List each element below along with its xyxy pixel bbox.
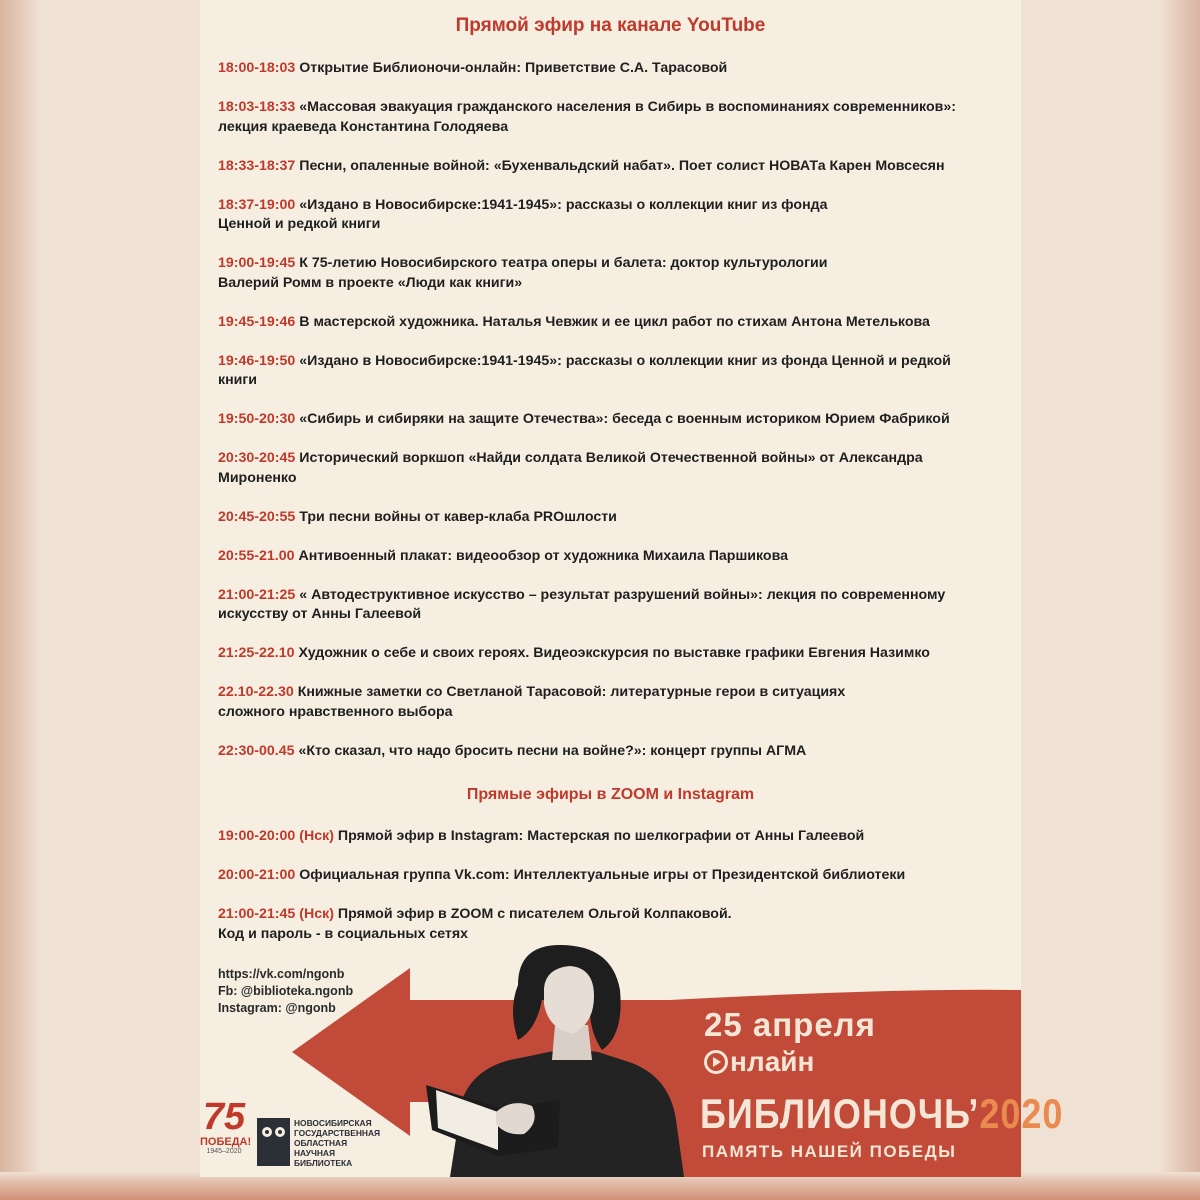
schedule-title: К 75-летию Новосибирского театра оперы и балета: доктор культурологии bbox=[299, 255, 828, 271]
library-name-line: ОБЛАСТНАЯ bbox=[294, 1138, 348, 1148]
schedule-time: 18:33-18:37 bbox=[218, 157, 296, 174]
zoom-section-title: Прямые эфиры в ZOOM и Instagram bbox=[466, 786, 755, 803]
schedule-title: Три песни войны от кавер-клаба PROшлости bbox=[299, 508, 617, 525]
schedule-time: 19:46-19:50 bbox=[218, 352, 296, 369]
schedule-title: «Издано в Новосибирске:1941-1945»: рассказы о коллекции книг из фонда bbox=[299, 196, 828, 213]
schedule-title: Книжные заметки со Светланой Тарасовой: литературные герои в ситуациях bbox=[297, 684, 846, 700]
schedule-title: « Автодеструктивное искусство – результат разрушений войны»: лекция по современному bbox=[299, 586, 946, 603]
schedule-time: 18:37-19:00 bbox=[218, 196, 296, 213]
schedule-time: 22.10-22.30 bbox=[218, 684, 294, 700]
youtube-play-icon bbox=[704, 1050, 728, 1074]
event-slogan: ПАМЯТЬ НАШЕЙ ПОБЕДЫ bbox=[702, 1142, 957, 1161]
vk-link[interactable]: https://vk.com/ngonb bbox=[218, 967, 345, 981]
schedule-time: 21:00-21:25 bbox=[218, 586, 296, 603]
schedule-time: 22:30-00.45 bbox=[218, 742, 295, 759]
schedule-title: «Сибирь и сибиряки на защите Отечества»: беседа с военным историком Юрием Фабрикой bbox=[299, 411, 950, 427]
page-frame-left bbox=[0, 0, 40, 1200]
victory-years: 1945–2020 bbox=[206, 1148, 242, 1155]
victory-75-logo bbox=[200, 1096, 252, 1155]
brand-year: 2020 bbox=[979, 1090, 1064, 1138]
schedule-title: Художник о себе и своих героях. Видеоэкскурсия по выставке графики Евгения Назимко bbox=[298, 645, 930, 661]
schedule-title-cont: сложного нравственного выбора bbox=[218, 703, 453, 720]
schedule-title-cont: искусству от Анны Галеевой bbox=[218, 606, 422, 622]
schedule-title: Антивоенный плакат: видеообзор от художника Михаила Паршикова bbox=[298, 547, 789, 564]
schedule-time: 21:25-22.10 bbox=[218, 645, 295, 661]
schedule-time: 18:03-18:33 bbox=[218, 99, 296, 115]
schedule-title-cont: лекция краеведа Константина Голодяева bbox=[218, 118, 509, 135]
library-name bbox=[294, 1118, 380, 1168]
schedule-title: В мастерской художника. Наталья Чевжик и ее цикл работ по стихам Антона Метелькова bbox=[299, 313, 930, 330]
schedule-time: 19:50-20:30 bbox=[218, 411, 296, 427]
youtube-section-title: Прямой эфир на канале YouTube bbox=[455, 15, 766, 36]
schedule-title: «Издано в Новосибирске:1941-1945»: рассказы о коллекции книг из фонда Ценной и редкой bbox=[299, 352, 951, 369]
banner-artwork bbox=[200, 0, 1021, 1177]
event-brand bbox=[700, 1090, 1063, 1138]
schedule-title: Прямой эфир в Instagram: Мастерская по шелкографии от Анны Галеевой bbox=[337, 828, 865, 844]
library-name-line: НАУЧНАЯ bbox=[294, 1148, 335, 1158]
schedule-title: Исторический воркшоп «Найди солдата Великой Отечественной войны» от Александра bbox=[299, 450, 923, 466]
library-name-line: ГОСУДАРСТВЕННАЯ bbox=[294, 1128, 381, 1138]
victory-number: 75 bbox=[202, 1096, 246, 1138]
schedule-title-cont: Валерий Ромм в проекте «Люди как книги» bbox=[218, 274, 523, 291]
schedule-title: Прямой эфир в ZOOM с писателем Ольгой Колпаковой. bbox=[337, 906, 732, 922]
schedule-time: 18:00-18:03 bbox=[218, 60, 296, 76]
schedule-title: Открытие Библионочи-онлайн: Приветствие С.А. Тарасовой bbox=[299, 60, 728, 76]
schedule-time: 20:30-20:45 bbox=[218, 450, 296, 466]
schedule-title-cont: Мироненко bbox=[218, 469, 297, 486]
schedule-title: Песни, опаленные войной: «Бухенвальдский набат». Поет солист НОВАТа Карен Мовсесян bbox=[299, 157, 945, 174]
brand-name: БИБЛИОНОЧЬ’ bbox=[700, 1090, 980, 1138]
victory-word: ПОБЕДА! bbox=[200, 1136, 252, 1148]
schedule-time: 19:00-20:00 (Нск) bbox=[218, 828, 334, 844]
schedule-title-cont: Ценной и редкой книги bbox=[218, 216, 381, 232]
event-poster bbox=[200, 0, 1064, 1177]
schedule-time: 20:55-21.00 bbox=[218, 547, 295, 564]
schedule-title: «Массовая эвакуация гражданского населения в Сибирь в воспоминаниях современников»: bbox=[299, 99, 956, 115]
online-label: нлайн bbox=[730, 1046, 815, 1077]
schedule-time: 20:45-20:55 bbox=[218, 508, 296, 525]
schedule-title-cont: Код и пароль - в социальных сетях bbox=[218, 925, 469, 942]
schedule-title: Официальная группа Vk.com: Интеллектуальные игры от Президентской библиотеки bbox=[299, 867, 906, 883]
instagram-handle: Instagram: @ngonb bbox=[218, 1001, 336, 1015]
schedule-time: 21:00-21:45 (Нск) bbox=[218, 906, 334, 922]
page-frame-right bbox=[1160, 0, 1200, 1200]
facebook-handle: Fb: @biblioteka.ngonb bbox=[218, 984, 354, 998]
schedule-title: «Кто сказал, что надо бросить песни на войне?»: концерт группы АГМА bbox=[298, 742, 807, 759]
library-name-line: БИБЛИОТЕКА bbox=[294, 1158, 353, 1168]
schedule-time: 19:45-19:46 bbox=[218, 313, 296, 330]
event-date: 25 апреля bbox=[704, 1006, 876, 1043]
owl-library-icon bbox=[257, 1118, 290, 1166]
schedule-title-cont: книги bbox=[218, 372, 258, 388]
schedule-time: 20:00-21:00 bbox=[218, 867, 296, 883]
schedule-time: 19:00-19:45 bbox=[218, 255, 296, 271]
library-name-line: НОВОСИБИРСКАЯ bbox=[294, 1118, 372, 1128]
